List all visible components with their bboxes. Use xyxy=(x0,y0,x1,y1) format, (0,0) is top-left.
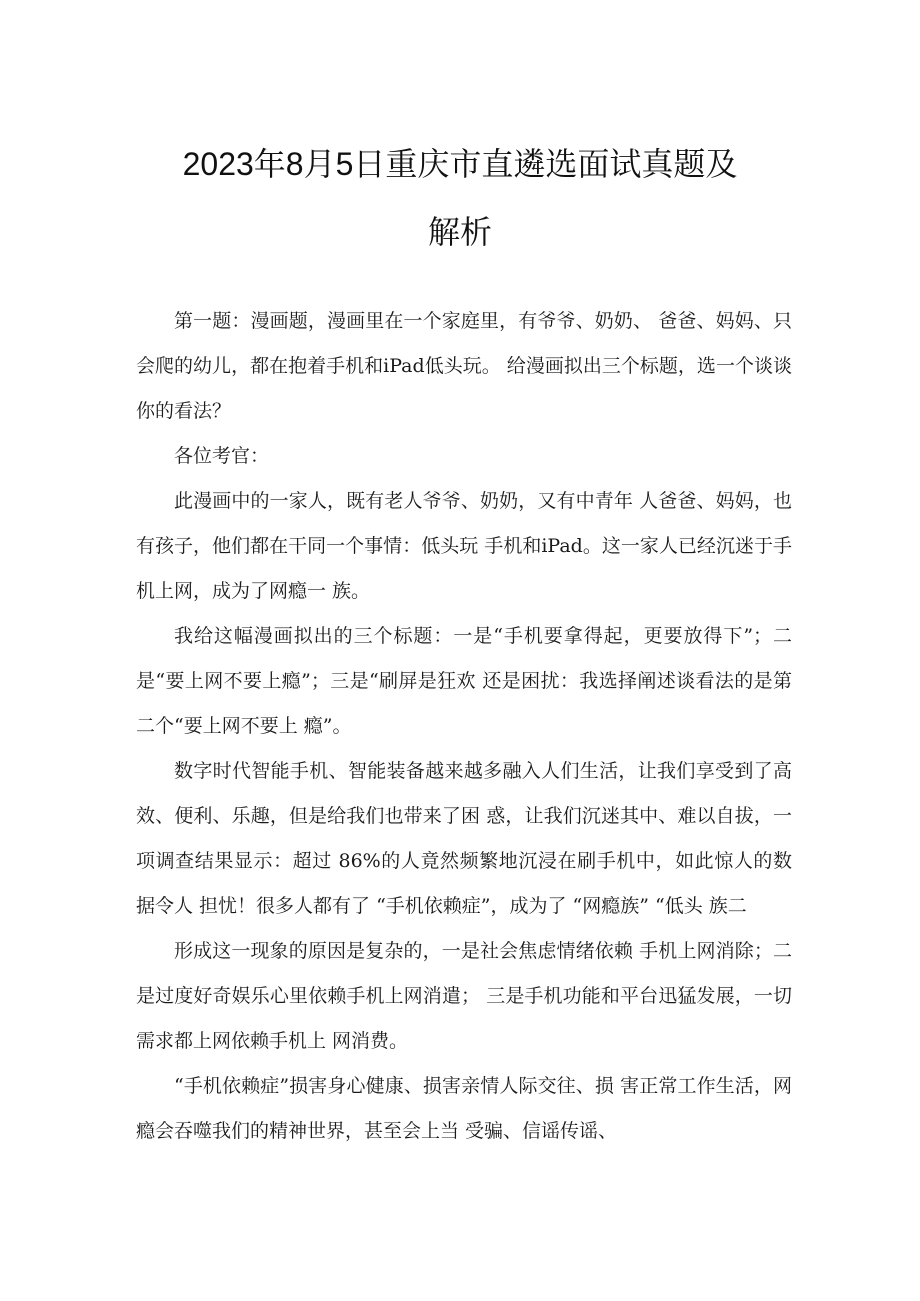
document-title-line-1: 2023年8月5日重庆市直遴选面试真题及 xyxy=(182,146,738,182)
body-paragraph: 我给这幅漫画拟出的三个标题：一是“手机要拿得起，更要放得下”；二是“要上网不要上瘾”；三是“刷屏是狂欢 还是困扰：我选择阐述谈看法的是第二个“要上网不要上 瘾”。 xyxy=(136,625,792,737)
question-paragraph: 第一题：漫画题，漫画里在一个家庭里，有爷爷、奶奶、 爸爸、妈妈、只会爬的幼儿，都在抱着手机和iPad低头玩。 给漫画拟出三个标题，选一个谈谈你的看法？ xyxy=(136,310,792,422)
body-paragraph: 形成这一现象的原因是复杂的，一是社会焦虑情绪依赖 手机上网消除；二是过度好奇娱乐心里依赖手机上网消遣； 三是手机功能和平台迅猛发展，一切需求都上网依赖手机上 网消费。 xyxy=(136,940,792,1052)
document-body xyxy=(136,299,792,1154)
document-title-line-2: 解析 xyxy=(427,214,492,250)
salutation-paragraph: 各位考官： xyxy=(174,445,270,467)
body-paragraph: “手机依赖症”损害身心健康、损害亲情人际交往、损 害正常工作生活，网瘾会吞噬我们的精神世界，甚至会上当 受骗、信谣传谣、 xyxy=(136,1075,792,1142)
body-paragraph: 数字时代智能手机、智能装备越来越多融入人们生活，让我们享受到了高效、便利、乐趣，但是给我们也带来了困 惑，让我们沉迷其中、难以自拔，一项调查结果显示：超过 86%的人竟然频繁地沉浸在刷手机中，如此惊人的数据令人 担忧！很多人都有了 “手机依赖症”，成为了 “网瘾族” “低头 族二 xyxy=(136,760,792,917)
body-paragraph: 此漫画中的一家人，既有老人爷爷、奶奶，又有中青年 人爸爸、妈妈，也有孩子，他们都在干同一个事情：低头玩 手机和iPad。这一家人已经沉迷于手机上网，成为了网瘾一 族。 xyxy=(136,490,792,602)
